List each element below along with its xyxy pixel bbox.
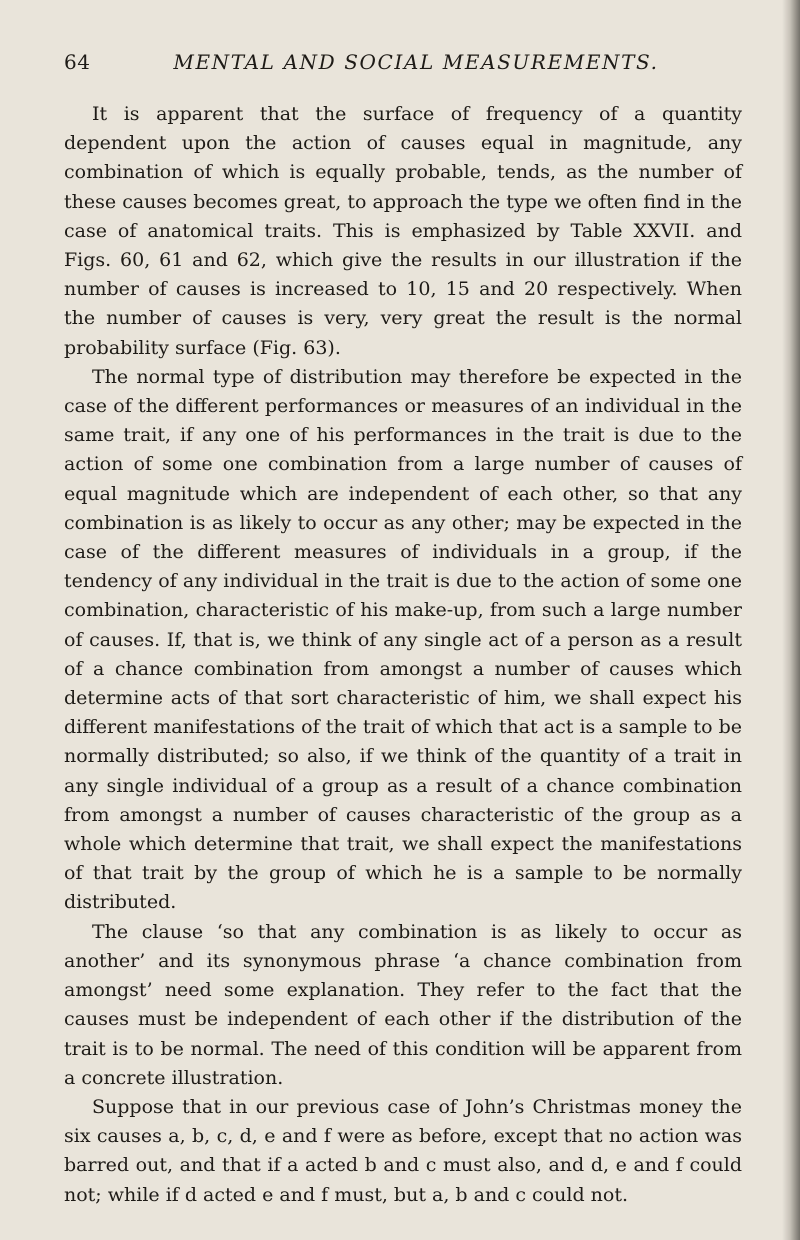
body-text [64, 100, 742, 1210]
paragraph-1: It is apparent that the surface of frequency of a quantity dependent upon the action of causes equal in magnitude, any combination of which is equally probable, tends, as the number of these causes becomes great, to approach the type we often find in the case of anatomical traits. This is emphasized by Table XXVII. and Figs. 60, 61 and 62, which give the results in our illustration if the number of causes is increased to 10, 15 and 20 respectively. When the number of causes is very, very great the result is the normal probability surface (Fig. 63). [64, 103, 742, 359]
page-header [64, 50, 738, 80]
paragraph-3: The clause ‘so that any combination is as likely to occur as another’ and its synonymous phrase ‘a chance combination from amongst’ need some explanation. They refer to the fact that the causes must be independent of each other if the distribution of the trait is to be normal. The need of this condition will be apparent from a concrete illustration. [64, 920, 742, 1089]
running-title: MENTAL AND SOCIAL MEASUREMENTS. [173, 50, 659, 74]
page-number: 64 [64, 50, 91, 74]
binding-shadow [782, 0, 800, 1240]
paragraph-4: Suppose that in our previous case of John’s Christmas money the six causes a, b, c, d, e and f were as before, except that no action was barred out, and that if a acted b and c must also, and d, e and f could not; while if d acted e and f must, but a, b and c could not. [64, 1095, 742, 1206]
paragraph-2: The normal type of distribution may therefore be expected in the case of the different performances or measures of an individual in the same trait, if any one of his performances in the trait is due to the action of some one combination from a large number of causes of equal magnitude which are independent of each other, so that any combination is as likely to occur as any other; may be expected in the case of the different measures of individuals in a group, if the tendency of any individual in the trait is due to the action of some one combination, characteristic of his make-up, from such a large number of causes. If, that is, we think of any single act of a person as a result of a chance combination from amongst a number of causes which determine acts of that sort characteristic of him, we shall expect his different manifestations of the trait of which that act is a sample to be normally distributed; so also, if we think of the quantity of a trait in any single individual of a group as a result of a chance combination from amongst a number of causes characteristic of the group as a whole which determine that trait, we shall expect the manifestations of that trait by the group of which he is a sample to be normally distributed. [64, 365, 742, 914]
